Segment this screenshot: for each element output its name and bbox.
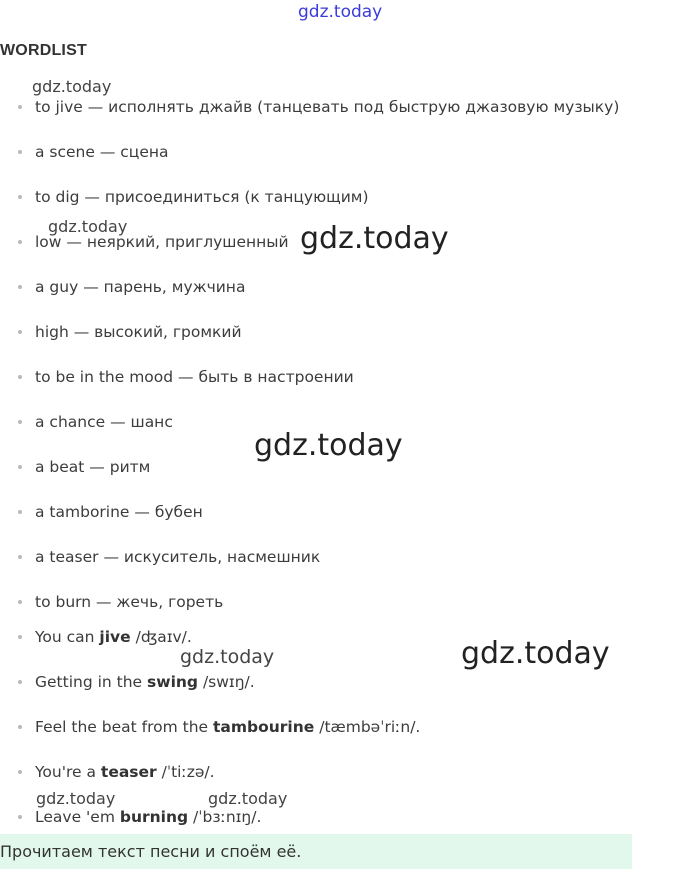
bullet-icon: [18, 555, 22, 559]
watermark: gdz.today: [298, 2, 383, 22]
word-entry: a scene — сцена: [35, 143, 169, 161]
phrase-keyword: swing: [147, 673, 199, 691]
list-item: [18, 457, 150, 477]
list-item: [18, 187, 369, 207]
watermark: gdz.today: [36, 789, 116, 808]
phrase-item: [18, 807, 261, 827]
bullet-icon: [18, 815, 22, 819]
list-item: [18, 142, 169, 162]
list-item: [18, 277, 245, 297]
word-entry: a tamborine — бубен: [35, 503, 203, 521]
word-entry: a guy — парень, мужчина: [35, 278, 246, 296]
watermark: gdz.today: [300, 221, 449, 256]
watermark: gdz.today: [48, 217, 128, 236]
phrase-item: [18, 717, 420, 737]
bullet-icon: [18, 770, 22, 774]
bullet-icon: [18, 635, 22, 639]
word-entry: high — высокий, громкий: [35, 323, 242, 341]
list-item: [18, 502, 203, 522]
phrase-pre: Feel the beat from the: [35, 718, 213, 736]
phrase-keyword: jive: [99, 628, 131, 646]
bullet-icon: [18, 510, 22, 514]
bullet-icon: [18, 680, 22, 684]
phrase-keyword: burning: [119, 808, 189, 826]
wordlist-heading: WORDLIST: [0, 42, 87, 59]
word-entry: to jive — исполнять джайв (танцевать под быструю джазовую музыку): [35, 98, 620, 116]
bullet-icon: [18, 285, 22, 289]
list-item: [18, 232, 289, 252]
phrase-keyword: teaser: [100, 763, 157, 781]
watermark: gdz.today: [32, 77, 112, 96]
bullet-icon: [18, 330, 22, 334]
bullet-icon: [18, 375, 22, 379]
list-item: [18, 97, 619, 117]
phrase-transcription: /ˈbɜːnɪŋ/.: [188, 808, 262, 826]
bullet-icon: [18, 465, 22, 469]
phrase-pre: You're a: [35, 763, 101, 781]
phrase-transcription: /ʤaɪv/.: [130, 628, 192, 646]
bullet-icon: [18, 725, 22, 729]
phrase-keyword: tambourine: [212, 718, 315, 736]
phrase-pre: You can: [35, 628, 100, 646]
watermark: gdz.today: [180, 646, 275, 668]
task-note: Прочитаем текст песни и споём её.: [0, 834, 632, 869]
phrase-transcription: /swɪŋ/.: [198, 673, 255, 691]
watermark: gdz.today: [208, 789, 288, 808]
word-entry: to be in the mood — быть в настроении: [35, 368, 354, 386]
word-entry: to dig — присоединиться (к танцующим): [35, 188, 369, 206]
word-entry: low — неяркий, приглушенный: [35, 233, 289, 251]
phrase-transcription: /ˈtiːzə/.: [156, 763, 215, 781]
bullet-icon: [18, 150, 22, 154]
bullet-icon: [18, 195, 22, 199]
phrase-transcription: /tæmbəˈriːn/.: [314, 718, 421, 736]
list-item: [18, 547, 320, 567]
phrase-pre: Leave 'em: [35, 808, 120, 826]
bullet-icon: [18, 600, 22, 604]
list-item: [18, 367, 354, 387]
word-entry: a beat — ритм: [35, 458, 151, 476]
bullet-icon: [18, 105, 22, 109]
phrase-pre: Getting in the: [35, 673, 148, 691]
watermark: gdz.today: [461, 636, 610, 671]
word-entry: a teaser — искуситель, насмешник: [35, 548, 321, 566]
phrase-item: [18, 762, 215, 782]
word-entry: to burn — жечь, гореть: [35, 593, 224, 611]
list-item: [18, 592, 223, 612]
phrase-item: [18, 672, 255, 692]
bullet-icon: [18, 240, 22, 244]
list-item: [18, 322, 242, 342]
bullet-icon: [18, 420, 22, 424]
phrase-item: [18, 627, 192, 647]
list-item: [18, 412, 173, 432]
word-entry: a chance — шанс: [35, 413, 173, 431]
watermark: gdz.today: [254, 428, 403, 463]
